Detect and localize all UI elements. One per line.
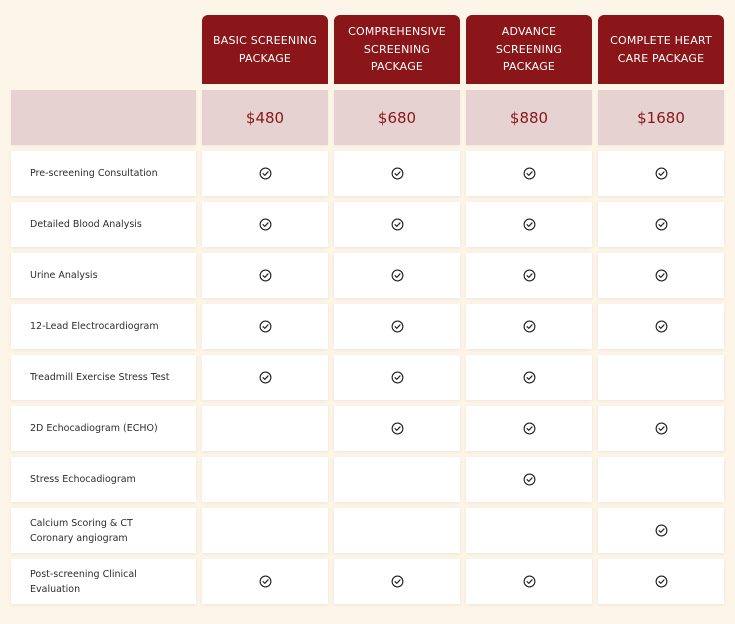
check-circle-icon (259, 320, 272, 333)
feature-cell (202, 406, 328, 451)
feature-cell (598, 406, 724, 451)
price-complete-heart: $1680 (598, 90, 724, 145)
package-header-basic: BASIC SCREENING PACKAGE (202, 15, 328, 84)
price-basic: $480 (202, 90, 328, 145)
feature-cell (598, 304, 724, 349)
header-corner (11, 15, 196, 84)
feature-cell (466, 457, 592, 502)
check-circle-icon (391, 422, 404, 435)
feature-cell (598, 253, 724, 298)
check-circle-icon (523, 473, 536, 486)
check-circle-icon (259, 269, 272, 282)
check-circle-icon (523, 167, 536, 180)
feature-cell (334, 457, 460, 502)
check-circle-icon (259, 167, 272, 180)
check-circle-icon (391, 269, 404, 282)
check-circle-icon (655, 167, 668, 180)
feature-label: Stress Echocadiogram (11, 457, 196, 502)
feature-cell (466, 304, 592, 349)
feature-cell (202, 457, 328, 502)
check-circle-icon (259, 575, 272, 588)
feature-cell (598, 559, 724, 604)
check-circle-icon (655, 422, 668, 435)
feature-label: Post-screening Clinical Evaluation (11, 559, 196, 604)
feature-cell (334, 406, 460, 451)
feature-label: Calcium Scoring & CT Coronary angiogram (11, 508, 196, 553)
check-circle-icon (655, 575, 668, 588)
feature-cell (598, 355, 724, 400)
check-circle-icon (655, 218, 668, 231)
feature-label: Detailed Blood Analysis (11, 202, 196, 247)
feature-cell (598, 457, 724, 502)
feature-cell (334, 304, 460, 349)
check-circle-icon (391, 575, 404, 588)
check-circle-icon (655, 524, 668, 537)
package-header-advance: ADVANCE SCREENING PACKAGE (466, 15, 592, 84)
feature-label: Pre-screening Consultation (11, 151, 196, 196)
check-circle-icon (523, 371, 536, 384)
check-circle-icon (655, 320, 668, 333)
feature-cell (466, 508, 592, 553)
price-comprehensive: $680 (334, 90, 460, 145)
feature-cell (334, 355, 460, 400)
check-circle-icon (259, 371, 272, 384)
feature-cell (334, 508, 460, 553)
package-header-comprehensive: COMPREHENSIVE SCREENING PACKAGE (334, 15, 460, 84)
feature-cell (466, 151, 592, 196)
feature-cell (202, 559, 328, 604)
check-circle-icon (523, 320, 536, 333)
price-row-label (11, 90, 196, 145)
feature-label: Treadmill Exercise Stress Test (11, 355, 196, 400)
feature-cell (598, 202, 724, 247)
comparison-grid (11, 15, 724, 604)
feature-cell (334, 559, 460, 604)
feature-cell (202, 253, 328, 298)
check-circle-icon (391, 218, 404, 231)
price-advance: $880 (466, 90, 592, 145)
feature-label: 12-Lead Electrocardiogram (11, 304, 196, 349)
feature-cell (202, 202, 328, 247)
feature-cell (466, 355, 592, 400)
feature-cell (466, 202, 592, 247)
feature-cell (202, 304, 328, 349)
feature-cell (466, 253, 592, 298)
feature-label: 2D Echocadiogram (ECHO) (11, 406, 196, 451)
package-header-complete-heart: COMPLETE HEART CARE PACKAGE (598, 15, 724, 84)
check-circle-icon (391, 167, 404, 180)
check-circle-icon (523, 575, 536, 588)
check-circle-icon (523, 218, 536, 231)
feature-cell (334, 151, 460, 196)
feature-cell (202, 508, 328, 553)
feature-label: Urine Analysis (11, 253, 196, 298)
check-circle-icon (523, 269, 536, 282)
feature-cell (598, 508, 724, 553)
feature-cell (202, 151, 328, 196)
feature-cell (202, 355, 328, 400)
feature-cell (334, 202, 460, 247)
check-circle-icon (391, 320, 404, 333)
check-circle-icon (259, 218, 272, 231)
feature-cell (466, 559, 592, 604)
feature-cell (598, 151, 724, 196)
check-circle-icon (523, 422, 536, 435)
feature-cell (334, 253, 460, 298)
feature-cell (466, 406, 592, 451)
check-circle-icon (391, 371, 404, 384)
check-circle-icon (655, 269, 668, 282)
